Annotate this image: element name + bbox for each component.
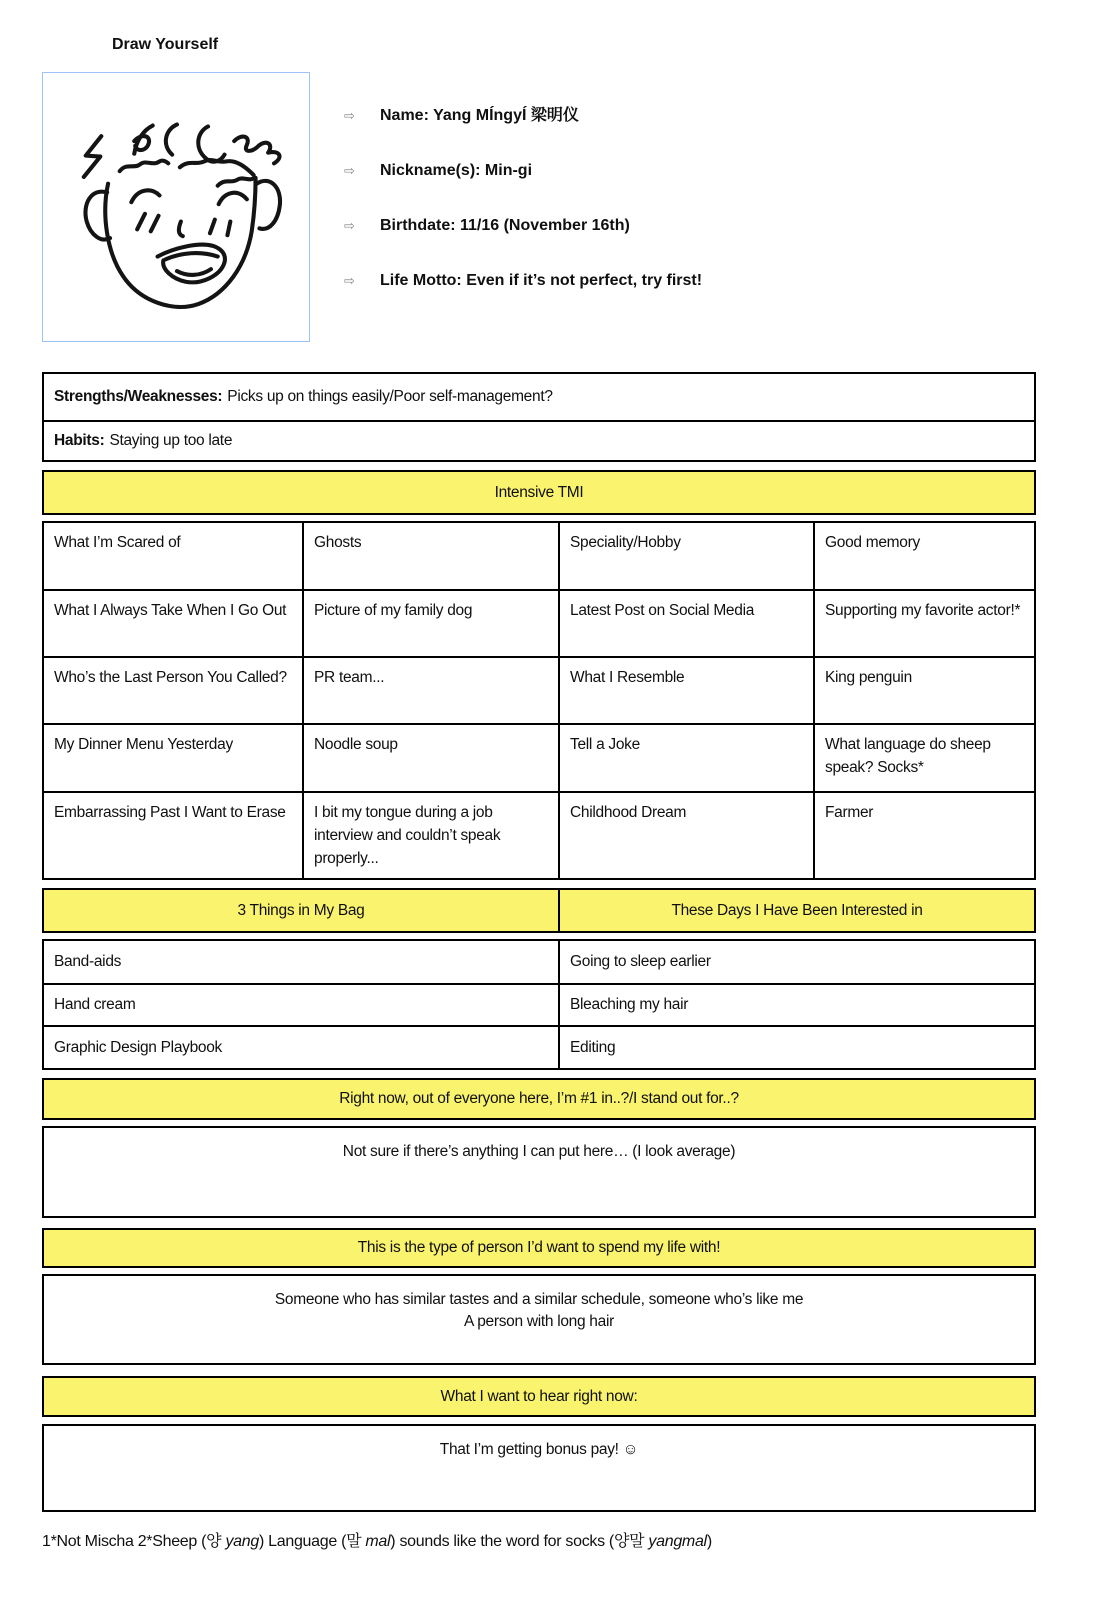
tmi-cell: Childhood Dream: [558, 791, 813, 878]
tmi-cell: Tell a Joke: [558, 723, 813, 791]
row-label: Habits:: [54, 432, 105, 449]
bag-item: Graphic Design Playbook: [44, 1025, 558, 1068]
want-to-hear-answer-box: [42, 1424, 1036, 1512]
footnote-part-italic: mal: [365, 1533, 391, 1550]
tmi-cell: What I Resemble: [558, 656, 813, 723]
footnote: [42, 1528, 712, 1551]
profile-details: [344, 104, 1044, 324]
interests-header-label: These Days I Have Been Interested in: [558, 890, 1034, 931]
life-partner-answer-line: Someone who has similar tastes and a similar schedule, someone who’s like me: [274, 1291, 804, 1308]
tmi-cell: What I’m Scared of: [54, 534, 181, 551]
interest-item: Going to sleep earlier: [558, 941, 1034, 983]
profile-item-label: Name: Yang MÍngyÍ 梁明仪: [380, 107, 579, 124]
want-to-hear-header-band: [42, 1376, 1036, 1417]
bag-item: Hand cream: [44, 983, 558, 1025]
footnote-part-italic: yangmal: [648, 1533, 707, 1550]
strengths-weaknesses-row: [44, 374, 1034, 420]
tmi-cell: Farmer: [813, 791, 1034, 878]
self-portrait-box: [42, 72, 310, 342]
profile-item-label: Birthdate: 11/16 (November 16th): [380, 217, 630, 234]
habits-row: [44, 420, 1034, 460]
row-label: Strengths/Weaknesses:: [54, 388, 223, 405]
want-to-hear-header-label: What I want to hear right now:: [440, 1387, 638, 1405]
footnote-part-italic: yang: [225, 1533, 259, 1550]
profile-item-label: Life Motto: Even if it’s not perfect, try first!: [380, 272, 703, 289]
tmi-cell: King penguin: [813, 656, 1034, 723]
want-to-hear-answer-line: That I’m getting bonus pay! ☺: [439, 1441, 639, 1458]
bag-interests-header-band: [42, 888, 1036, 933]
self-portrait-drawing: [44, 77, 308, 339]
profile-item-motto: [344, 269, 1044, 292]
profile-item-label: Nickname(s): Min-gi: [380, 162, 533, 179]
life-partner-header-band: [42, 1228, 1036, 1268]
arrow-bullet-icon: ⇨: [344, 273, 355, 288]
tmi-cell: What I Always Take When I Go Out: [44, 589, 302, 656]
arrow-bullet-icon: ⇨: [344, 108, 355, 123]
interest-item: Bleaching my hair: [558, 983, 1034, 1025]
arrow-bullet-icon: ⇨: [344, 218, 355, 233]
footnote-part: ): [706, 1533, 712, 1550]
footnote-part: ) Language (말: [258, 1533, 366, 1550]
tmi-cell: Good memory: [813, 523, 1034, 589]
tmi-header-label: Intensive TMI: [494, 483, 584, 501]
life-partner-answer-line: A person with long hair: [464, 1313, 614, 1330]
row-value: Picks up on things easily/Poor self-management?: [227, 388, 553, 405]
row-value: Staying up too late: [109, 432, 233, 449]
tmi-cell: Ghosts: [302, 523, 558, 589]
standout-answer-line: Not sure if there’s anything I can put here… (I look average): [342, 1143, 736, 1160]
tmi-table: [42, 521, 1036, 880]
footnote-part: ) sounds like the word for socks (양말: [390, 1533, 649, 1550]
footnote-part: 1*Not Mischa 2*Sheep (양: [42, 1533, 226, 1550]
tmi-cell: Picture of my family dog: [302, 589, 558, 656]
tmi-header-band: [42, 470, 1036, 515]
tmi-cell: My Dinner Menu Yesterday: [44, 723, 302, 791]
profile-item-birthdate: [344, 214, 1044, 237]
arrow-bullet-icon: ⇨: [344, 163, 355, 178]
tmi-cell: Embarrassing Past I Want to Erase: [44, 791, 302, 878]
standout-header-label: Right now, out of everyone here, I’m #1 in..?/I stand out for..?: [339, 1090, 739, 1107]
tmi-cell: Speciality/Hobby: [558, 523, 813, 589]
life-partner-header-label: This is the type of person I’d want to spend my life with!: [357, 1239, 721, 1256]
bag-item: Band-aids: [54, 953, 122, 970]
bag-interests-table: [42, 939, 1036, 1070]
tmi-cell: What language do sheep speak? Socks*: [813, 723, 1034, 791]
profile-item-name: [344, 104, 1044, 127]
tmi-cell: Latest Post on Social Media: [558, 589, 813, 656]
interest-item: Editing: [558, 1025, 1034, 1068]
page-title: Draw Yourself: [112, 36, 219, 53]
tmi-cell: Who’s the Last Person You Called?: [44, 656, 302, 723]
bag-header-label: 3 Things in My Bag: [44, 890, 558, 931]
life-partner-answer-box: [42, 1274, 1036, 1365]
traits-table: [42, 372, 1036, 462]
standout-header-band: [42, 1078, 1036, 1120]
tmi-cell: I bit my tongue during a job interview and couldn’t speak properly...: [302, 791, 558, 878]
tmi-cell: Supporting my favorite actor!*: [813, 589, 1034, 656]
profile-item-nickname: [344, 159, 1044, 182]
tmi-cell: PR team...: [302, 656, 558, 723]
standout-answer-box: [42, 1126, 1036, 1218]
tmi-cell: Noodle soup: [302, 723, 558, 791]
